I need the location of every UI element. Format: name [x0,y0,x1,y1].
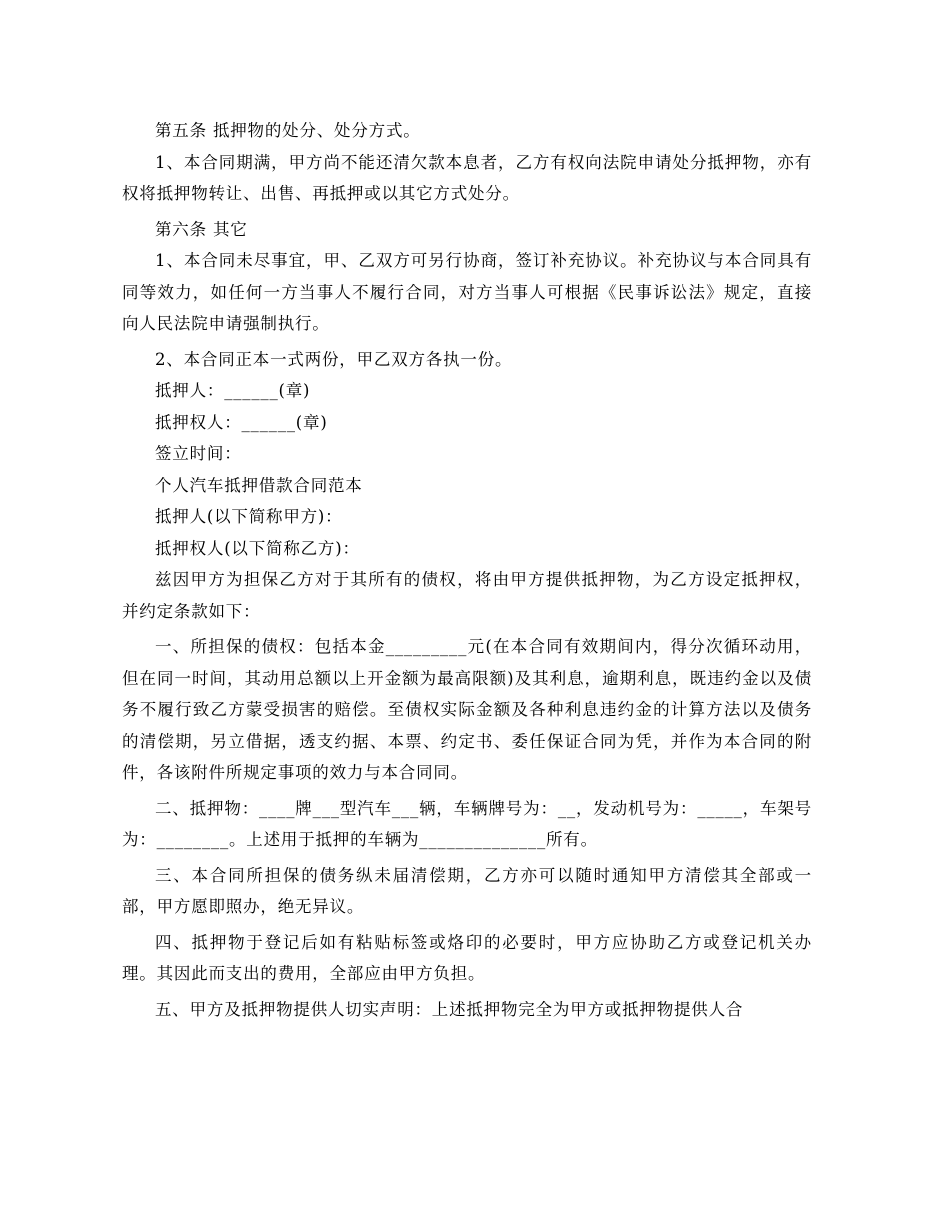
party-a-line: 抵押人(以下简称甲方)： [155,507,343,526]
clause-5-declaration: 五、甲方及抵押物提供人切实声明：上述抵押物完全为甲方或抵押物提供人合 [155,999,744,1019]
article-5-clause-1: 1、本合同期满，甲方尚不能还清欠款本息者，乙方有权向法院申请处分抵押物，亦有权将抵押物转让、出售、再抵押或以其它方式处分。 [122,152,812,203]
article-6-clause-1: 1、本合同未尽事宜，甲、乙双方可另行协商，签订补充协议。补充协议与本合同具有同等效力，如任何一方当事人不履行合同，对方当事人可根据《民事诉讼法》规定，直接向人民法院申请强制执行。 [122,251,812,333]
preamble: 兹因甲方为担保乙方对于其所有的债权，将由甲方提供抵押物，为乙方设定抵押权，并约定条款如下： [122,570,812,621]
mortgagee-signature-line: 抵押权人：______(章) [155,412,328,432]
mortgagor-signature-line: 抵押人：______(章) [155,381,311,400]
article-6-clause-2: 2、本合同正本一式两份，甲乙双方各执一份。 [155,349,513,369]
document-body [122,115,812,1025]
signing-date-line: 签立时间： [155,444,242,463]
clause-1-secured-claim: 一、所担保的债权：包括本金_________元(在本合同有效期间内，得分次循环动用，但在同一时间，其动用总额以上开金额为最高限额)及其利息，逾期利息，既违约金以及债务不履行致乙方蒙受损害的赔偿。至债权实际金额及各种利息违约金的计算方法以及债务的清偿期，另立借据，透支约据、本票、约定书、委任保证合同为凭，并作为本合同的附件，各该附件所规定事项的效力与本合同同。 [122,637,812,782]
clause-3-early-repayment: 三、本合同所担保的债务纵未届清偿期，乙方亦可以随时通知甲方清偿其全部或一部，甲方愿即照办，绝无异议。 [122,865,812,916]
clause-4-registration: 四、抵押物于登记后如有粘贴标签或烙印的必要时，甲方应协助乙方或登记机关办理。其因此而支出的费用，全部应由甲方负担。 [122,932,812,983]
clause-2-collateral: 二、抵押物：____牌___型汽车___辆，车辆牌号为：__，发动机号为：_____，车架号为：________。上述用于抵押的车辆为______________所有。 [122,798,812,849]
article-6-heading: 第六条 其它 [155,219,248,239]
party-b-line: 抵押权人(以下简称乙方)： [155,538,360,558]
article-5-heading: 第五条 抵押物的处分、处分方式。 [155,121,421,140]
contract-title: 个人汽车抵押借款合同范本 [155,475,363,495]
